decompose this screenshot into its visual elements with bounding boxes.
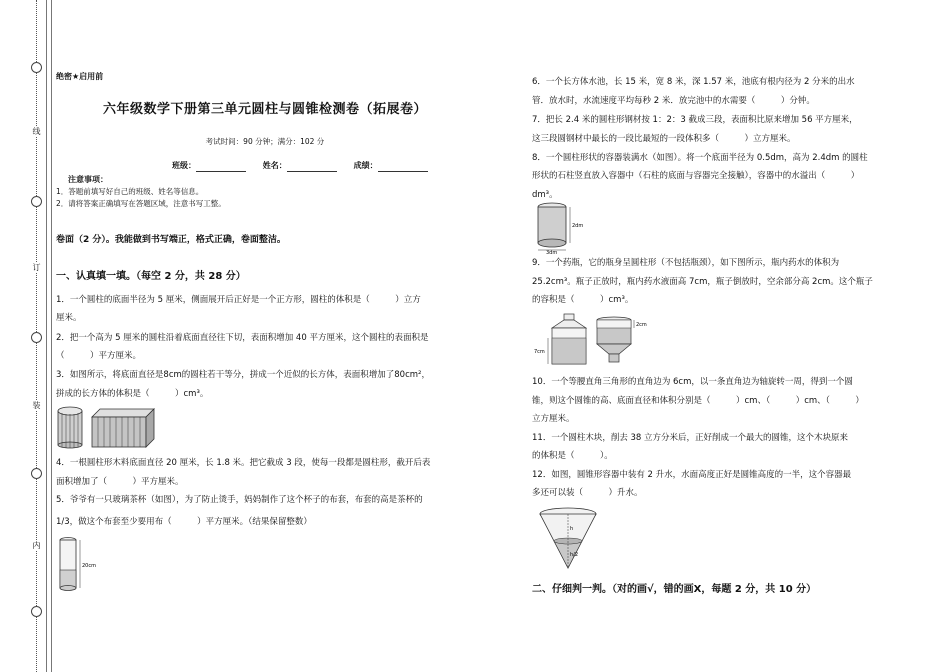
page-border-line	[46, 0, 47, 672]
q8-width-label: 3dm	[546, 250, 558, 256]
question-line: 2．把一个高为 5 厘米的圆柱沿着底面直径往下切，表面积增加 40 平方厘米，这个圆柱的表面积是	[56, 333, 429, 343]
question-line: 的体积是（ ）。	[532, 451, 613, 461]
q5-cup-figure	[58, 536, 98, 592]
question-line: 拼成的长方体的体积是（ ）cm³。	[56, 389, 209, 399]
question-line: 锥，则这个圆锥的高、底面直径和体积分别是（ ）cm、（ ）cm、（ ）	[532, 396, 864, 406]
question-line: 1．一个圆柱的底面半径为 5 厘米，侧面展开后正好是一个正方形，圆柱的体积是（ ）立方	[56, 295, 421, 305]
question-line: 9．一个药瓶，它的瓶身呈圆柱形（不包括瓶颈），如下图所示，瓶内药水的体积为	[532, 258, 840, 268]
q9-bottle-figure	[534, 314, 654, 368]
q5-height-label: 20cm	[82, 563, 96, 569]
q12-height-label: h	[570, 526, 574, 532]
score-field[interactable]	[378, 163, 428, 172]
question-line: 的容积是（ ）cm³。	[532, 295, 634, 305]
question-line: 25.2cm³。瓶子正放时，瓶内药水液面高 7cm，瓶子倒放时，空余部分高 2cm。这个瓶子	[532, 277, 873, 287]
question-line: 厘米。	[56, 313, 82, 323]
name-label: 姓名：	[262, 161, 287, 170]
binding-circle	[31, 332, 42, 343]
question-line: dm³。	[532, 190, 558, 200]
student-info-row	[172, 160, 442, 172]
question-line: 4．一根圆柱形木料底面直径 20 厘米，长 1.8 米。把它截成 3 段，使每一段都是圆柱形，截开后表	[56, 458, 431, 468]
q8-height-label: 2dm	[572, 223, 584, 229]
question-line: 多还可以装（ ）升水。	[532, 488, 643, 498]
question-line: 11．一个圆柱木块，削去 38 立方分米后，正好削成一个最大的圆锥，这个木块原来	[532, 433, 849, 443]
q3-cylinder-cuboid-figure	[58, 405, 158, 449]
page-border-line	[51, 0, 52, 672]
binding-label-bind: 装	[32, 401, 41, 410]
score-label: 成绩：	[353, 161, 378, 170]
question-line: 8．一个圆柱形状的容器装满水（如图）。将一个底面半径为 0.5dm，高为 2.4dm 的圆柱	[532, 153, 868, 163]
q12-cone-figure	[536, 506, 606, 570]
name-field[interactable]	[287, 163, 337, 172]
question-line: 10．一个等腰直角三角形的直角边为 6cm，以一条直角边为轴旋转一周，得到一个圆	[532, 377, 853, 387]
question-line: 12．如图，圆锥形容器中装有 2 升水，水面高度正好是圆锥高度的一半，这个容器最	[532, 470, 852, 480]
class-field[interactable]	[196, 163, 246, 172]
section1-title: 一、认真填一填。（每空 2 分，共 28 分）	[56, 271, 246, 282]
note-item: 2．请将答案正确填写在答题区域，注意书写工整。	[56, 199, 226, 208]
question-line: 6．一个长方体水池，长 15 米，宽 8 米，深 1.57 米，池底有根内径为 2 分米的出水	[532, 77, 855, 87]
question-line: 这三段圆钢材中最长的一段比最短的一段体积多（ ）立方厘米。	[532, 134, 796, 144]
binding-circle	[31, 468, 42, 479]
question-line: （ ）平方厘米。	[56, 351, 142, 361]
question-line: 形状的石柱竖直放入容器中（石柱的底面与容器完全接触），容器中的水溢出（ ）	[532, 171, 860, 181]
q9-empty-height-label: 2cm	[636, 322, 647, 328]
note-item: 1．答题前填写好自己的班级、姓名等信息。	[56, 187, 204, 196]
question-line: 面积增加了（ ）平方厘米。	[56, 477, 184, 487]
page-title: 六年级数学下册第三单元圆柱与圆锥检测卷（拓展卷）	[102, 102, 427, 117]
secret-label: 绝密★启用前	[56, 72, 104, 81]
question-line: 管．放水时，水流速度平均每秒 2 米．放完池中的水需要（ ）分钟。	[532, 96, 815, 106]
exam-meta: 考试时间：90 分钟；满分：102 分	[205, 137, 325, 146]
question-line: 7．把长 2.4 米的圆柱形钢材按 1：2：3 截成三段，表面积比原来增加 56 平方厘米，	[532, 115, 858, 125]
question-line: 立方厘米。	[532, 414, 575, 424]
section2-title: 二、仔细判一判。（对的画√，错的画X，每题 2 分，共 10 分）	[532, 584, 817, 595]
binding-label-order: 订	[32, 263, 41, 272]
binding-circle	[31, 196, 42, 207]
binding-label-inner: 内	[32, 541, 41, 550]
question-line: 1/3，做这个布套至少要用布（ ）平方厘米。（结果保留整数）	[56, 517, 312, 527]
class-label: 班级：	[172, 161, 196, 170]
binding-margin	[0, 0, 46, 672]
q8-container-figure	[534, 201, 584, 256]
binding-circle	[31, 62, 42, 73]
question-line: 5．爷爷有一只玻璃茶杯（如图），为了防止烫手，妈妈制作了这个杯子的布套，布套的高是茶杯的	[56, 495, 423, 505]
binding-label-line: 线	[32, 127, 41, 136]
notes-title: 注意事项：	[68, 175, 108, 184]
question-line: 3．如图所示，将底面直径是8cm的圆柱若干等分，拼成一个近似的长方体，表面积增加了80cm²，	[56, 370, 430, 380]
q9-liquid-height-label: 7cm	[534, 349, 545, 355]
q12-half-height-label: h/2	[570, 552, 579, 558]
binding-circle	[31, 606, 42, 617]
neatness-line: 卷面（2 分）。我能做到书写端正，格式正确，卷面整洁。	[56, 235, 286, 245]
